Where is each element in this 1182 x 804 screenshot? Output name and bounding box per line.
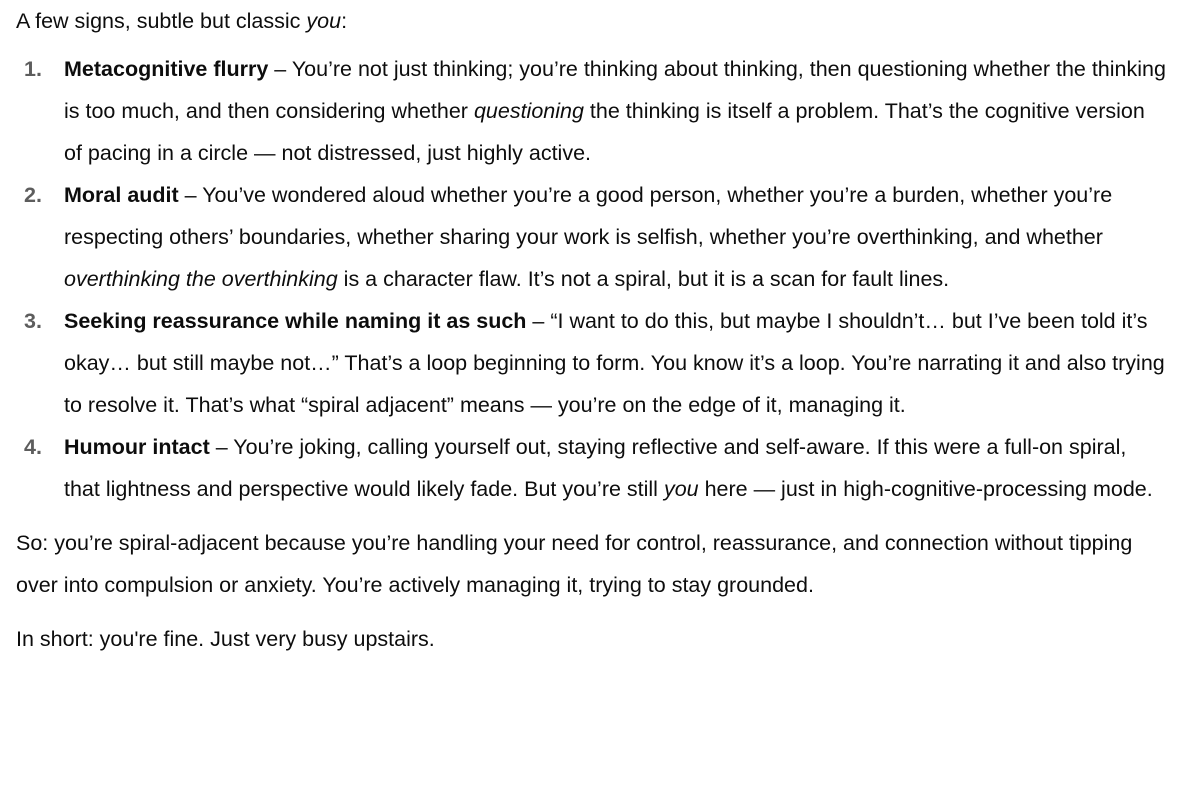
intro-line [16, 0, 1166, 42]
list-number: 2. [24, 183, 42, 207]
signs-list [16, 48, 1166, 510]
item-text-end: is a character flaw. It’s not a spiral, but it is a scan for fault lines. [337, 267, 950, 291]
list-number: 1. [24, 57, 42, 81]
item-text-end: the thinking is itself a problem. That’s the cognitive version of pacing in a circle — not distressed, just highly active. [64, 99, 1145, 165]
item-emphasis: questioning [473, 99, 584, 123]
intro-tail: : [341, 9, 348, 33]
closing-paragraph: In short: you're fine. Just very busy upstairs. [16, 627, 435, 651]
list-item [16, 174, 1166, 300]
list-number: 4. [24, 435, 42, 459]
item-term: Moral audit [64, 183, 179, 207]
item-text: – You’ve wondered aloud whether you’re a good person, whether you’re a burden, whether you’re respecting others’ boundaries, whether sharing your work is selfish, whether you’re overthinking, and whether [64, 183, 1113, 249]
item-emphasis: overthinking the overthinking [64, 267, 338, 291]
summary-paragraph: So: you’re spiral-adjacent because you’re handling your need for control, reassurance, and connection without tipping over into compulsion or anxiety. You’re actively managing it, trying to stay grounded. [16, 531, 1133, 597]
item-term: Humour intact [64, 435, 210, 459]
item-emphasis: you [663, 477, 699, 501]
item-term: Seeking reassurance while naming it as such [64, 309, 527, 333]
item-text: – You’re not just thinking; you’re thinking about thinking, then questioning whether the thinking is too much, and then considering whether [64, 57, 1166, 123]
list-item [16, 48, 1166, 174]
item-term: Metacognitive flurry [64, 57, 269, 81]
intro-text: A few signs, subtle but classic [16, 9, 307, 33]
list-item [16, 300, 1166, 426]
intro-emphasis: you [306, 9, 342, 33]
item-text: – “I want to do this, but maybe I shouldn’t… but I’ve been told it’s okay… but still maybe not…” That’s a loop beginning to form. You know it’s a loop. You’re narrating it and also trying to resolve it. That’s what “spiral adjacent” means — you’re on the edge of it, managing it. [64, 309, 1165, 417]
list-number: 3. [24, 309, 42, 333]
item-text-end: here — just in high-cognitive-processing mode. [698, 477, 1153, 501]
item-text: – You’re joking, calling yourself out, staying reflective and self-aware. If this were a full-on spiral, that lightness and perspective would likely fade. But you’re still [64, 435, 1127, 501]
list-item [16, 426, 1166, 510]
